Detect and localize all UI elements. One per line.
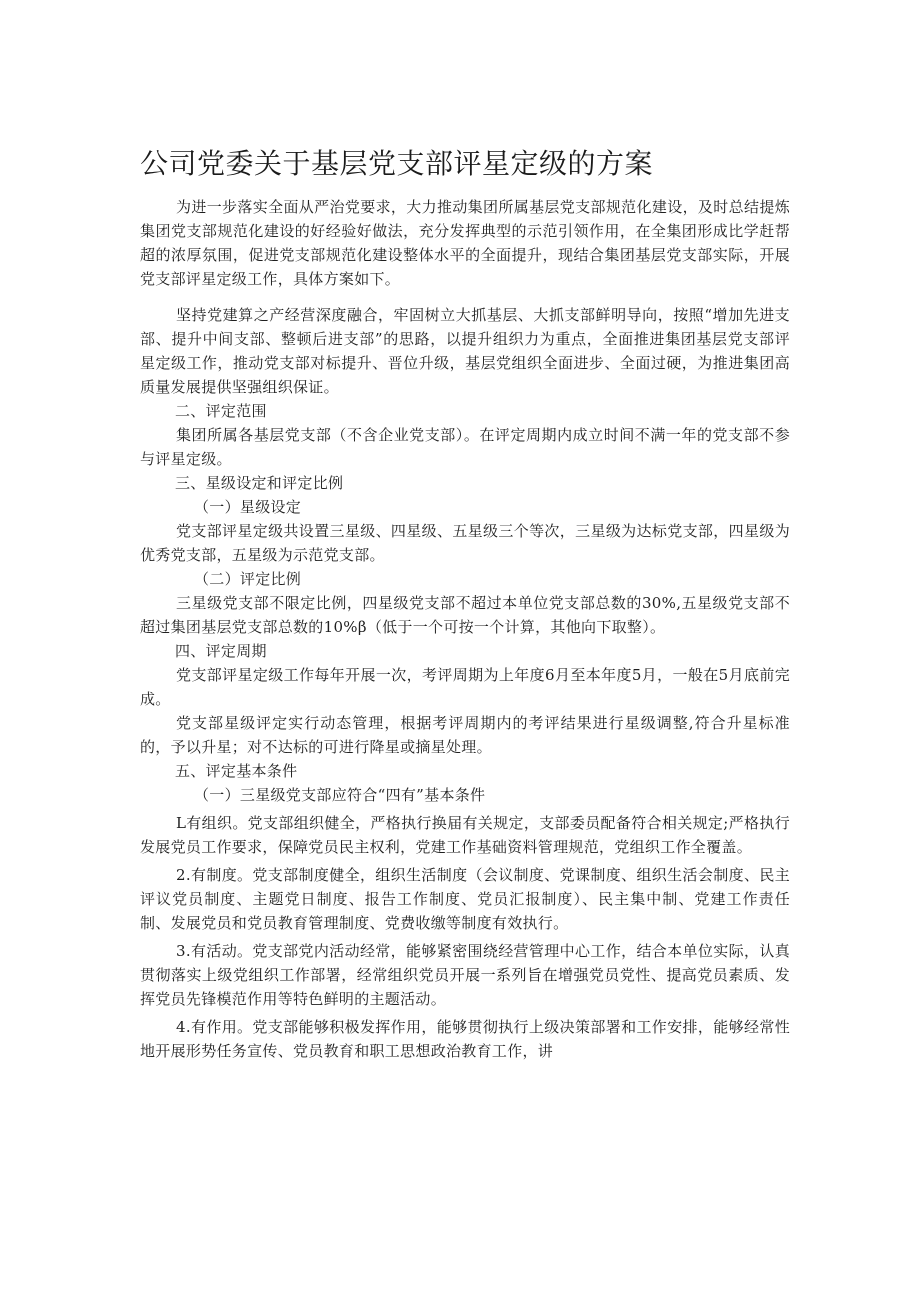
list-item-organization: L有组织。党支部组织健全，严格执行换届有关规定，支部委员配备符合相关规定;严格执行发展党员工作要求，保障党员民主权利，党建工作基础资料管理规范，党组织工作全覆盖。 xyxy=(140,814,790,856)
paragraph-period: 党支部评星定级工作每年开展一次，考评周期为上年度6月至本年度5月，一般在5月底前完成。 xyxy=(140,666,790,708)
list-item-activity: 3.有活动。党支部党内活动经常，能够紧密围绕经营管理中心工作，结合本单位实际，认真贯彻落实上级党组织工作部署，经常组织党员开展一系列旨在增强党员党性、提高党员素质、发挥党员先锋模范作用等特色鲜明的主题活动。 xyxy=(140,942,790,1008)
paragraph-dynamic-management: 党支部星级评定实行动态管理，根据考评周期内的考评结果进行星级调整,符合升星标准的，予以升星；对不达标的可进行降星或摘星处理。 xyxy=(140,714,790,756)
subsection-heading-ratio: （二）评定比例 xyxy=(194,570,302,588)
subsection-heading-star-setting: （一）星级设定 xyxy=(194,498,302,516)
paragraph-intro: 为进一步落实全面从严治党要求，大力推动集团所属基层党支部规范化建设，及时总结提炼集团党支部规范化建设的好经验好做法，充分发挥典型的示范引领作用，在全集团形成比学赶帮超的浓厚氛围，促进党支部规范化建设整体水平的全面提升，现结合集团基层党支部实际，开展党支部评星定级工作，具体方案如下。 xyxy=(140,198,790,288)
paragraph-star-setting: 党支部评星定级共设置三星级、四星级、五星级三个等次，三星级为达标党支部，四星级为优秀党支部，五星级为示范党支部。 xyxy=(140,522,790,564)
section-heading-basic-conditions: 五、评定基本条件 xyxy=(175,762,298,780)
document-body xyxy=(140,195,790,1063)
section-heading-period: 四、评定周期 xyxy=(175,642,267,660)
list-item-system: 2.有制度。党支部制度健全，组织生活制度（会议制度、党课制度、组织生活会制度、民主评议党员制度、主题党日制度、报告工作制度、党员汇报制度）、民主集中制、党建工作责任制、发展党员和党员教育管理制度、党费收缴等制度有效执行。 xyxy=(140,866,790,932)
document-title: 公司党委关于基层党支部评星定级的方案 xyxy=(140,147,654,180)
paragraph-ratio: 三星级党支部不限定比例，四星级党支部不超过本单位党支部总数的30%,五星级党支部不超过集团基层党支部总数的10%β（低于一个可按一个计算，其他向下取整）。 xyxy=(140,594,790,636)
subsection-heading-four-haves: （一）三星级党支部应符合“四有”基本条件 xyxy=(194,786,486,804)
list-item-function: 4.有作用。党支部能够积极发挥作用，能够贯彻执行上级决策部署和工作安排，能够经常性地开展形势任务宣传、党员教育和职工思想政治教育工作，讲 xyxy=(140,1018,790,1060)
paragraph-guiding-principle: 坚持党建算之产经营深度融合，牢固树立大抓基层、大抓支部鲜明导向，按照“增加先进支部、提升中间支部、整顿后进支部”的思路，以提升组织力为重点，全面推进集团基层党支部评星定级工作，推动党支部对标提升、晋位升级，基层党组织全面进步、全面过硬，为推进集团高质量发展提供坚强组织保证。 xyxy=(140,306,790,396)
paragraph-scope: 集团所属各基层党支部（不含企业党支部）。在评定周期内成立时间不满一年的党支部不参与评星定级。 xyxy=(140,426,790,468)
section-heading-star-levels: 三、星级设定和评定比例 xyxy=(175,474,344,492)
section-heading-scope: 二、评定范围 xyxy=(175,402,267,420)
